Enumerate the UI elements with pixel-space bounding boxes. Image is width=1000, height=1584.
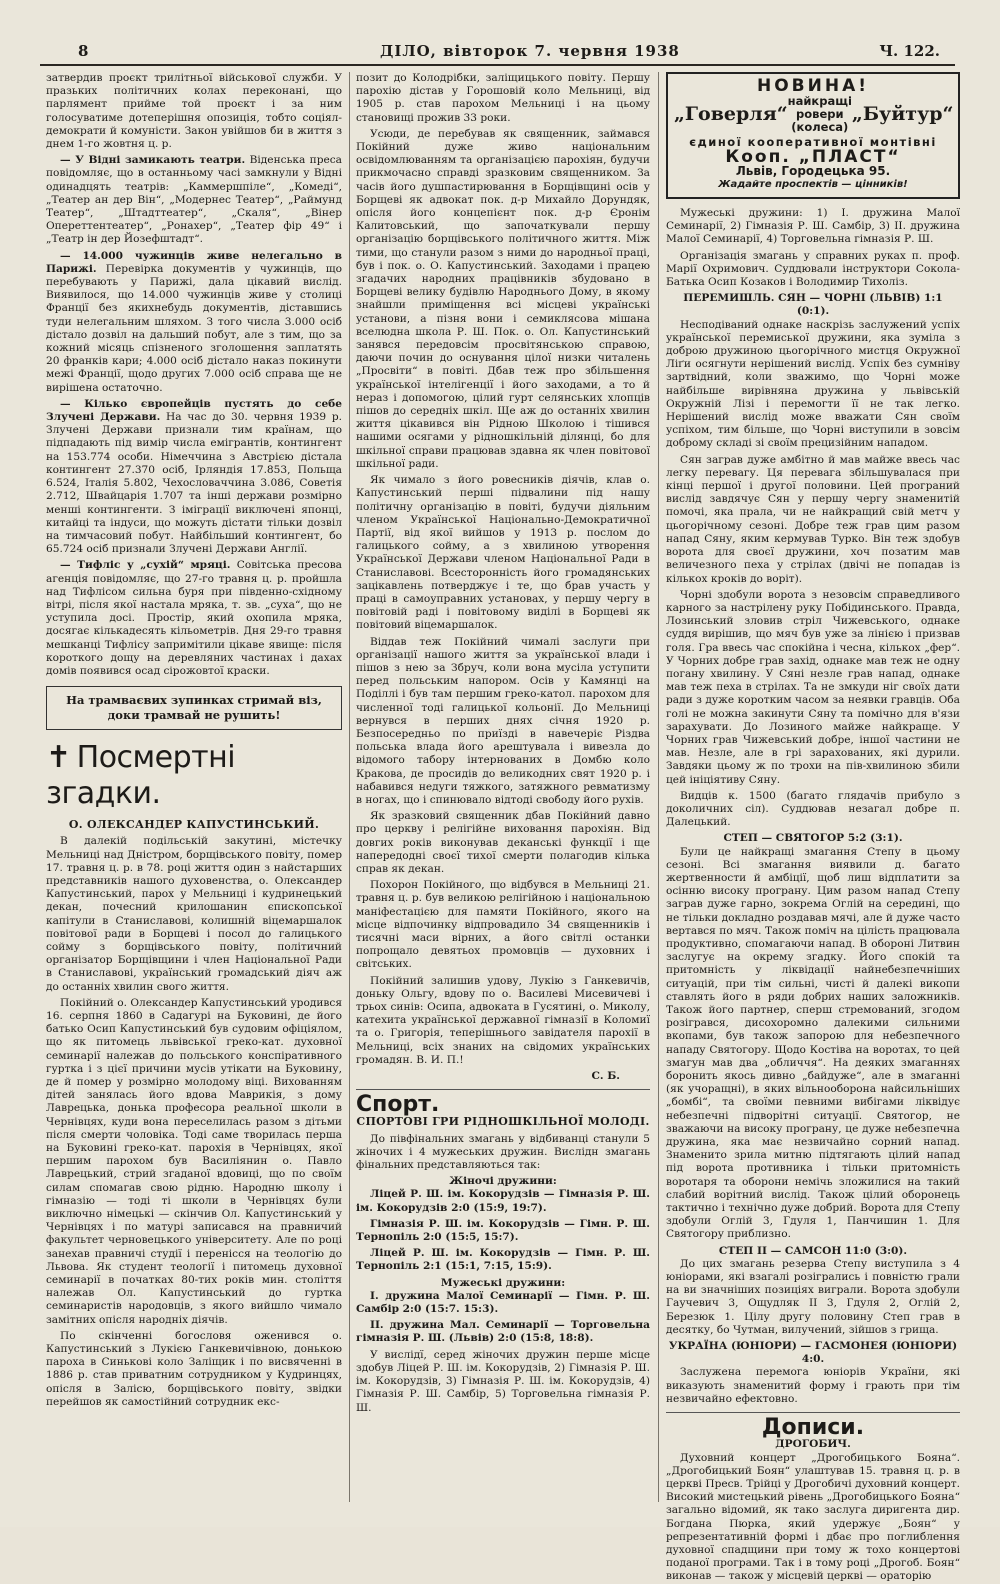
news-heading: — Тифліс у „сухій“ мряці.	[60, 559, 231, 572]
obituary-text: Віддав теж Покійний чималі заслуги при організації нашого життя за української влади і пішов з нею за Збруч, коли вона мусіла уступити перед польським напором. Осів у Камянці на Поділлі і був там першим греко-катол. парохом для численної тоді галицької кольонії. До Мельниці вернувся в перших днях січня 1920 р. Безпосередньо по приїзді в навечеріє Різдва польська влада його арештувала і вивезла до відомого табору інтернованих в Домбю коло Кракова, де просидів до великодних свят 1920 р. і набавився недуги тяжкого, затяжного ревматизму в ногах, що і спинювало відтоді свободу його рухів.	[356, 635, 650, 806]
match-heading: СТЕП — СВЯТОГОР 5:2 (3:1).	[723, 832, 903, 845]
news-heading: — Кілько європейців пустять до себе Злучені Держави.	[46, 397, 342, 424]
ad-brand: „Говерля“	[674, 103, 788, 126]
ad-call-to-action: Жадайте проспектів — цінників!	[718, 178, 908, 190]
ad-address: Львів, Городецька 95.	[735, 163, 891, 178]
obituary-text: Усюди, де перебував як священник, займався Покійний дуже живо національним освідомлюванням та організацією парохіян, будучи прикмочасно справді зразковим священником. За часів його душпастирювання в Борщівщині осів у Борщеві як адвокат пок. д-р Михайло Дорундяк, опісля його концепієнт пок. д-р Єронім Калитовський, що започаткували першу організацію борщівського політичного життя. Між тими, що станули разом з ними до народньої праці, був і пок. о. О. Капустинський. Заходами і працею згадачих народних працівників збудовано в Борщеві велику будівлю Народнього Дому, в якому знайшли приміщення всі місцеві українські установи, а пізня вони і семиклясова мішана вселюдна школа Р. Ш. Пок. о. Ол. Капустинський занявся передовсім просвітянською справою, даючи почин до оснування цілої низки читалень „Просвіти“ в повіті. Дбав теж про збільшення української інтелігенції і його заходами, а то й нераз і допомогою, цілий гурт селянських хлопців пішов до середніх шкіл. Ще аж до останніх хвилин життя цікавився він Рідною Школою і тішився нашими осягами у рідношкільній ділянці, бо для шкільної справи працював здавна як член повітової шкільної ради.	[356, 127, 650, 470]
obituary-text: Похорон Покійного, що відбувся в Мельниці 21. травня ц. р. був великою релігійною і національною маніфестацією для памяти Покійного, якого на місце відпочинку відпровадило 34 священників і тисячні маси вірних, а його світлі останки попрощало девятьох промовців — духовних і світських.	[356, 879, 650, 971]
tram-notice-box: На трамваєвих зупинках стримай віз, доки трамвай не рушить!	[46, 686, 342, 730]
section-rule	[356, 1089, 650, 1090]
match-heading: СТЕП II — САМСОН 11:0 (3:0).	[718, 1244, 908, 1257]
header-rule	[40, 64, 955, 66]
sport-text: Несподіваний однаке наскрізь заслужений успіх української перемиської дружини, яка зуміла з доброю дружиною цьогорічного мистця Окружної Ліґи осягнути нерішений вислід. Успіх без сумніву зартвідний, коли зважимо, що Чорні може найбільше вирівняна дружина у львівській Окружній Лізі і перемогти її не так легко. Нерішений вислід може вважати Сян своїм успіхом, тим більше, що Чорні виступили в зовсім доброму складі зі своїм прецизійним нападом.	[666, 318, 960, 450]
page-number: 8	[78, 42, 89, 60]
section-rule	[666, 1412, 960, 1413]
women-teams-heading: Жіночі дружини:	[449, 1175, 557, 1188]
correspondence-text: Духовний концерт „Дрогобицького Бояна“. „Дрогобицький Боян“ улаштував 15. травня ц. р. в церкві Пресв. Трійці у Дрогобичі духовний концерт. Високий мистецький рівень „Дрогобицького Бояна“ загально відомий, як тако заслуга диригента дир. Богдана Пюрка, який удержує „Боян“ у репрезентативній формі і дбає про поглиблення духовної спадщини при тому ж тохо концертові поданої програми. Так і в тому році „Дрогоб. Боян“ виконав — також у місцевій церкві — ораторію	[666, 1451, 960, 1583]
obituary-signature: С. Б.	[591, 1070, 620, 1083]
obituary-title-text: Посмертні згадки.	[46, 740, 236, 812]
sport-text: До цих змагань резерва Степу виступила з 4 юніорами, які взагалі розігрались і повністю грали на ви значніших позиціях виграли. Ворота здобули Гаучевич 3, Ощудляк II 3, Гдуля 2, Оглій 2, Березюк 1. Цілу другу половину Степ грав в десятку, бо Чутман, вилучений, зійшов з грища.	[666, 1257, 960, 1336]
match-result: Гімназія Р. Ш. ім. Кокорудзів — Гімн. Р. Ш. Тернопіль 2:0 (15:5, 15:7).	[356, 1217, 650, 1244]
match-heading: УКРАЇНА (ЮНІОРИ) — ГАСМОНЕЯ (ЮНІОРИ) 4:0.	[668, 1340, 958, 1366]
article-text: затвердив проєкт трилітньої військової служби. У празьких політичних колах переконані, що парлямент прийме той проєкт і за ним голосуватиме дотеперішня опозиція, тобто соціял-демократи й комуністи. Закон увійшов би в життя з днем 1-го жовтня ц. р.	[46, 72, 342, 151]
match-result: І. дружина Малої Семинарії — Гімн. Р. Ш. Самбір 2:0 (15:7. 15:3).	[356, 1289, 650, 1316]
obituary-text: Покійний о. Олександер Капустинський уродився 16. серпня 1860 в Садагурі на Буковині, де його батько Осип Капустинський був судовим офіціялом, що як питомець львівської греко-кат. духовної семинарії належав до польського конспіративного гуртка і з цієї причини мусів утікати на Буковину, де й помер у розмірно молодому віці. Вихованням дітей занялась його вдова Маврикія, з дому Лаврецька, донька професора реальної школи в Чернівцях, куди вона переселилась разом з дітьми після смерти чоловіка. Тоді саме творилась перша на Буковині греко-кат. парохія в Чернівцях, якої першим парохом був Василіянин о. Павло Лаврецький, стрий згаданої вдовиці, що по своїм силам спомагав свою рідню. Народню школу і гімназію — тоді ті школи в Чернівцях були виключно німецькі — скінчив Ол. Капустинський у Чернівцях і по матурі записався на правничий факультет черновецького університету. Але по році занехав правничі студії і перенісся на теологію до Львова. Як студент теології і питомець духовної семинарії в початках 80-тих років мин. століття належав Ол. Капустинський до гуртка семинаристів народовців, з якого вийшло чимало замітних опісля народніх діячів.	[46, 996, 342, 1326]
obituary-text: Як чимало з його ровесників діячів, клав о. Капустинський перші підвалини під нашу політичну організацію в повіті, будучи діяльним членом Української Національно-Демократичної Партії, від якої вийшов у 1913 р. послом до галицького сойму, а з хвилиною утворення Української Держави членом Національної Ради в Станиславові. Всесторонність його громадянських зацікавлень потверджує і те, що брав участь у праці в самоуправних установах, у першу чергу в повітовій раді і повітовому виділі в Борщеві як повітовий віцемаршалок.	[356, 474, 650, 632]
masthead: ДІЛО, вівторок 7. червня 1938	[380, 42, 680, 60]
obituary-text: По скінченні богословя оженився о. Капустинський з Лукією Ганкевичівною, донькою пароха в Синькові коло Заліщик і по висвяченні в 1886 р. став приватним сотрудником у Кудринцях, опісля в Залісю, борщівського повіту, звідки перейшов як самостійний сотрудник екс-	[46, 1329, 342, 1408]
sport-text: Сян заграв дуже амбітно й мав майже ввесь час легку перевагу. Ця перевага збільшувалася при кінці першої і другої половини. Цей програний вислід завдячує Сян у першу чергу знаменитій помочі, яка прала, чи не найкращий свій метч у цьогорічному сезоні. Добре теж грав цим разом напад Сяну, яким кермував Турко. Він теж здобув ворота для своєї дружини, хоч позатим мав величезного пеха у стрілах (двічі не попадав із кількох кроків до воріт).	[666, 453, 960, 585]
obituary-text: В далекій подільській закутині, містечку Мельниці над Дністром, борщівського повіту, помер 17. травня ц. р. в 78. році життя один з найстарших представників нашого духовенства, о. Олександер Капустинський, парох у Мельниці і кудринецький декан, почесний крилошанин єпископської капітули в Станиславові, колишній віцемаршалок повітової ради в Борщеві і посол до галицького сойму з борщівського повіту, політичний організатор Борщівщини і член Національної Ради в Станиславові, український громадський діяч аж до останніх хвилин свого життя.	[46, 835, 342, 993]
sport-text: Заслужена перемога юніорів України, які виказують знаменитий форму і грають при тім незвичайно ефектовно.	[666, 1366, 960, 1405]
sport-section-title: Спорт.	[356, 1092, 440, 1118]
news-body: Віденська преса повідомляє, що в останньому часі замкнули у Відні одинадцять театрів: „Каммершпіле“, „Комеді“, „Театер ан дер Він“, „Модернес Театер“, „Раймунд Театер“, „Штадттеатер“, „Скаля“, „Вінер Опереттентеатер“, „Ронахер“, „Театер фір 49“ і „Театр ін дер Йозефштадт“.	[46, 154, 342, 246]
column-2	[356, 72, 650, 1502]
news-item-vienna	[46, 154, 342, 246]
obituary-name: О. ОЛЕКСАНДЕР КАПУСТИНСЬКИЙ.	[68, 818, 320, 832]
ad-tagline-line: ровери	[796, 107, 844, 122]
sport-text: Чорні здобули ворота з незовсім справедливого карного за настрілену руку Побідинського. Правда, Лозинський зловив стріл Чижевського, однаке суддя вирішив, що мяч був уже за лінією і призвав голя. Гра ввесь час спокійна і чесна, кількох „фер“. У Чорних добре грав захід, однаке мав теж не одну погану хвилину. У Сяні незле грав напад, однаке мав теж пеха в стрілах. Та не змкуди ніг своїх дати ради з дуже коротким часом за неявки гравців. Оба голі не можна закинути Сяну та помічно для в'язи зарахувати. До Лозиного майже найкраще. У Чорних грав Чижевський добре, іншої частини не мав. Незле, але в грі зарахованих, які дурили. Завдяки цьому ж по трохи на пів-хвилиною збили цей ініціятиву Сяну.	[666, 588, 960, 786]
ad-tagline-line: (колеса)	[791, 120, 849, 135]
news-body: Перевірка документів у чужинців, що перебувають у Парижі, дала цікавий вислід. Виявилося, що 14.000 чужинців живе у столиці Франції без якихнебудь документів, діставшись туди нелегальним шляхом. З того числа 3.000 осіб дістало дозвіл на дальший побут, але з тим, що за кожний місяць спізненого зголошення заплатять 20 франків кари; 4.000 осіб дістало наказ покинути межі Франції, щодо других 7.000 осіб справа ще не вирішена остаточно.	[46, 262, 343, 394]
news-heading: — У Відні замикають театри.	[60, 154, 246, 167]
obituary-text: позит до Колодрібки, заліщицького повіту. Першу парохію дістав у Горошовій коло Мельниці, від 1905 р. став парохом Мельниці і на цьому становищі прожив 33 роки.	[356, 72, 650, 124]
sport-text: Видців к. 1500 (багато глядачів прибуло з доколичних сіл). Суддював незагал добре п. Далецький.	[666, 789, 960, 829]
column-divider	[349, 72, 350, 1502]
sport-text: До півфінальних змагань у відбиванці станули 5 жіночих і 4 мужеських дружин. Вислідн змагань фінальних представляються так:	[356, 1132, 650, 1172]
ad-tagline	[788, 95, 852, 134]
column-1	[46, 72, 342, 1502]
obituary-title	[46, 740, 342, 812]
sport-text: Мужеські дружини: 1) І. дружина Малої Семинарії, 2) Гімназія Р. Ш. Самбір, 3) II. дружина Малої Семинарії, 4) Торговельна гімназія Р. Ш.	[666, 207, 960, 246]
ad-tagline-line: найкращі	[787, 94, 852, 109]
news-item-tiflis	[46, 559, 342, 678]
ad-brand: „Буйтур“	[851, 103, 954, 126]
ad-headline: НОВИНА!	[756, 76, 869, 96]
obituary-text: Покійний залишив удову, Лукію з Ганкевичів, доньку Ольгу, вдову по о. Василеві Мисевичеві і трьох синів: Осипа, адвоката в Гусятині, о. Миколу, катехита української державної гімназії в Коломиї та о. Григорія, теперішнього завідателя парохії в Мельниці, всіх знаних на свідомих українських громадян. В. И. П.!	[356, 974, 650, 1066]
cross-icon: ✝	[46, 740, 71, 776]
match-heading: ПЕРЕМИШЛЬ. СЯН — ЧОРНІ (ЛЬВІВ) 1:1 (0:1).	[683, 292, 943, 318]
news-item-usa	[46, 398, 342, 556]
correspondence-city: ДРОГОБИЧ.	[775, 1438, 851, 1451]
match-result: Ліцей Р. Ш. ім. Кокорудзів — Гімназія Р. Ш. ім. Кокорудзів 2:0 (15:9, 19:7).	[356, 1188, 650, 1214]
column-divider	[658, 72, 659, 1502]
bicycle-advertisement	[666, 72, 960, 199]
correspondence-section-title: Дописи.	[761, 1415, 865, 1441]
sport-text: Були це найкращі змагання Степу в цьому сезоні. Всі змагання виявили д. багато жертвенности й амбіції, щоб лиш відплатити за осінню високу програну. Цим разом напад Степу заграв дуже гарно, зокрема Оглій на середині, що не тільки докладно роздавав мячі, але й дуже часто вертався по мяч. Також поміч на цілість працювала продуктивно, спомагаючи напад. В обороні Литвин заслугує на окрему згадку. Його спокій та притомність у ліквідації найнебезпечніших ситуацій, при тім сильні, чисті й далекі викопи ставлять його в ряди добрих наших заложників. Також його партнер, сперш стремований, згодом розігрався, дисохоромно далекими сильними вкопами, був також запорою для небезпечного нападу Святогору. Щодо Костіва на воротах, то цей змагун мав два „обличчя“. На деяких змаганнях боронить якось дивно „байдуже“, але в змаганні (як учоращні), в яких вільнооборона найсильніших „бомбі“, та своїми певними вибігами ліквідує небезпечні підворітні ситуації. Святогор, не зважаючи на високу програну, це дуже небезпечна дружина, яка має незвичайно сорний напад. Знаменито зрила митню підтягають цілий напад під ворота противника і тільки притомність воротаря та оборони немічь зложилися на такий слабий ворітний вислід. Також цілий оборонець тактично і технічно дуже добрий. Ворота для Степу здобули Оглій 3, Гдуля 1, Панчишин 1. Для Святогору приблизно.	[666, 845, 960, 1241]
sport-subheading: СПОРТОВІ ГРИ РІДНОШКІЛЬНОЇ МОЛОДІ.	[356, 1115, 650, 1129]
ad-subline: єдиної кооперативної монтівні	[689, 135, 937, 150]
match-result: II. дружина Мал. Семинарії — Торговельна гімназія Р. Ш. (Львів) 2:0 (15:8, 18:8).	[356, 1319, 650, 1345]
match-result: Ліцей Р. Ш. ім. Кокорудзів — Гімн. Р. Ш. Тернопіль 2:1 (15:1, 7:15, 15:9).	[356, 1247, 650, 1273]
ad-coop-name: Кооп. „ПЛАСТ“	[725, 147, 901, 168]
sport-text: У вислідї, серед жіночих дружин перше місце здобув Ліцей Р. Ш. ім. Кокорудзів, 2) Гімназія Р. Ш. ім. Кокорудзів, 3) Гімназія Р. Ш. ім. Кокорудзів, 4) Гімназія Р. Ш. Самбір, 5) Торговельна гімназія Р. Ш.	[356, 1348, 650, 1414]
news-item-paris	[46, 250, 342, 395]
news-body: Совітська пресова агенція повідомляє, що 27-го травня ц. р. пройшла над Тифлісом сильна буря при південно-східному вітрі, після якої настала мряка, т. зв. „суха“, що не уступила досі. Простір, який охопила мряка, досягає кількадесять кільометрів. Дня 29-го травня мешканці Тифлісу запримітили цікаве явище: після короткого дощу на деревляних частинах і дахах домів появився осад сірожовтої краски.	[46, 559, 342, 677]
ad-brands-row	[674, 95, 952, 134]
obituary-text: Як зразковий священник дбав Покійний давно про церкву і релігійне виховання парохіян. Від довгих років виконував деканські функції і ще напередодні своєї тихої смерти полагодив кілька справ як декан.	[356, 810, 650, 875]
sport-text: Організація змагань у справних руках п. проф. Марії Охримович. Суддювали інструктори Сокола-Батька Осип Козаков і Володимир Тихоліз.	[666, 249, 960, 289]
news-heading: — 14.000 чужинців живе нелегально в Парижі.	[46, 249, 342, 275]
page-header	[70, 40, 950, 62]
men-teams-heading: Мужеські дружини:	[440, 1276, 566, 1289]
news-body: На час до 30. червня 1939 р. Злучені Держави признали тим країнам, що підпадають під вимір числа емігрантів, контингент на 153.774 особи. Німеччина з Австрією дістала контингент 27.370 осіб, Ірляндія 17.853, Польща 6.524, Італія 5.802, Чехословаччина 3.086, Советія 2.712, Швайцарія 1.707 та інші держави розмірно менші контингенти. З іміграції виключені японці, китайці та індуси, що можуть дістати тільки дозвіл на тимчасовий побут. Найбільший контингент, бо 65.724 осіб признали Злучені Держави Англії.	[46, 411, 342, 556]
issue-number: Ч. 122.	[879, 42, 940, 60]
column-3	[666, 72, 960, 1583]
